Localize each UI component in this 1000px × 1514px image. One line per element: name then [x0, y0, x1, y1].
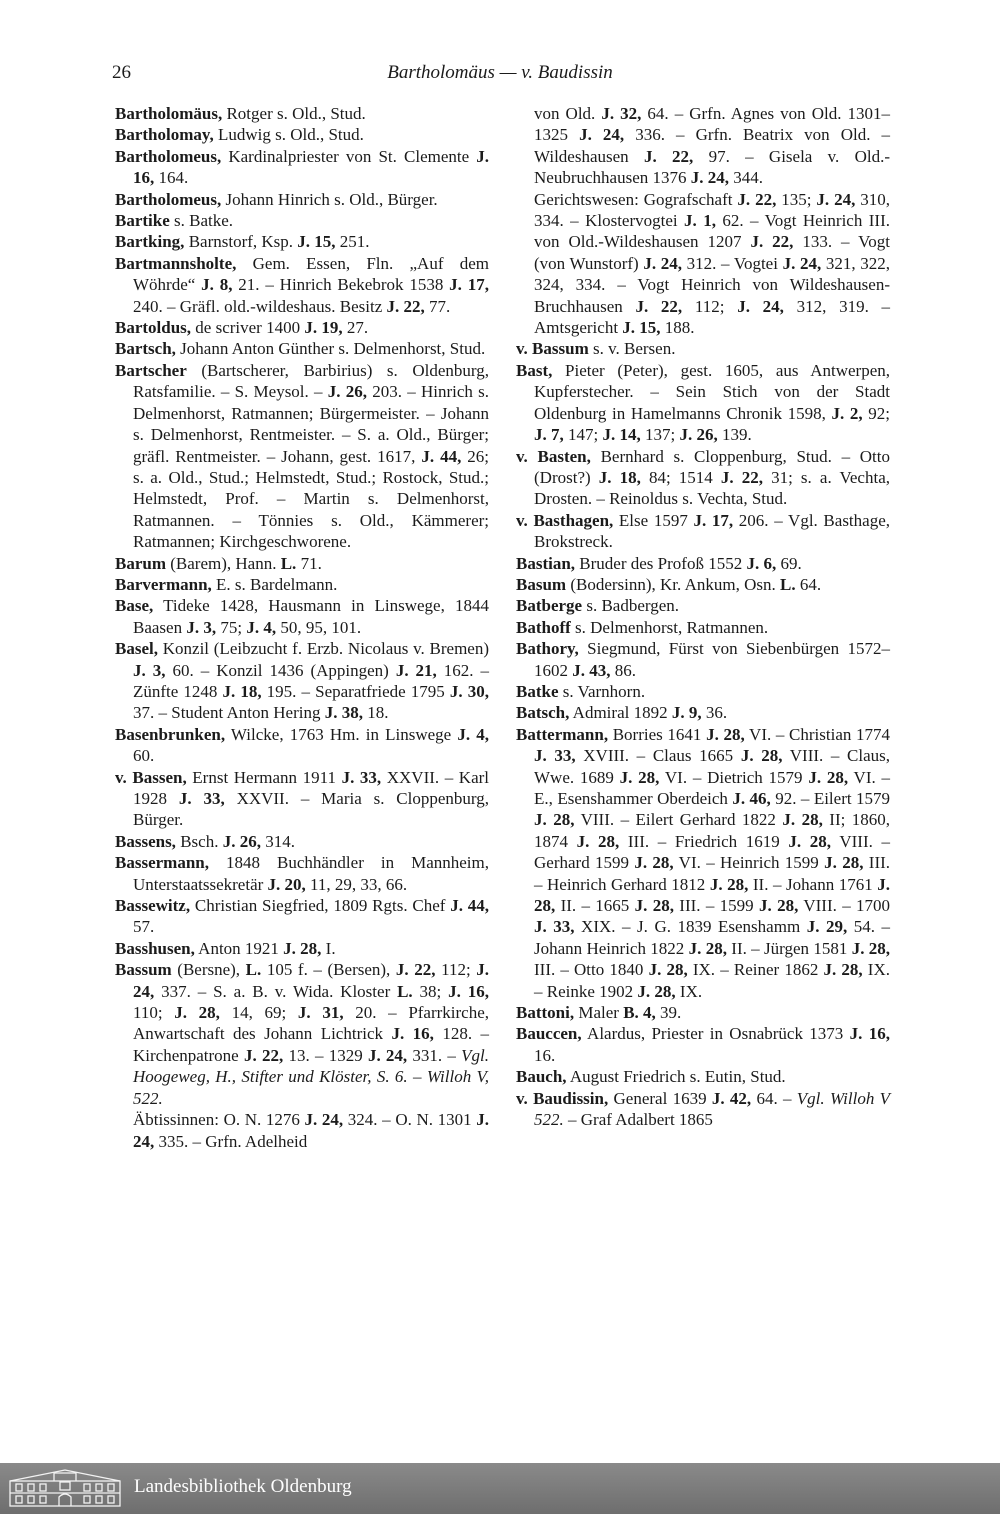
index-entry: Bast, Pieter (Peter), gest. 1605, aus Antwerpen, Kupferstecher. – Sein Stich von der Stadt Oldenburg in Hamelmanns Chronik 1598, J. 2, 92; J. 7, 147; J. 14, 137; J. 26, 139. [516, 360, 891, 445]
index-entry: Base, Tideke 1428, Hausmann in Linswege, 1844 Baasen J. 3, 75; J. 4, 50, 95, 101. [115, 596, 489, 637]
index-entry: Bathoff s. Delmenhorst, Ratmannen. [516, 617, 769, 637]
right-column [516, 103, 890, 1131]
index-entry: Bartoldus, de scriver 1400 J. 19, 27. [115, 318, 369, 338]
index-entry: Battermann, Borries 1641 J. 28, VI. – Christian 1774 J. 33, XVIII. – Claus 1665 J. 28, VIII. – Claus, Wwe. 1689 J. 28, VI. – Dietrich 1579 J. 28, VI. – E., Esenshammer Oberdeich J. 46, 92. – Eilert 1579 J. 28, VIII. – Eilert Gerhard 1822 J. 28, II; 1860, 1874 J. 28, III. – Friedrich 1619 J. 28, VIII. – Gerhard 1599 J. 28, VI. – Heinrich 1599 J. 28, III. – Heinrich Gerhard 1812 J. 28, II. – Johann 1761 J. 28, II. – 1665 J. 28, III. – 1599 J. 28, VIII. – 1700 J. 33, XIX. – J. G. 1839 Esenshamm J. 29, 54. – Johann Heinrich 1822 J. 28, II. – Jürgen 1581 J. 28, III. – Otto 1840 J. 28, IX. – Reiner 1862 J. 28, IX. – Reinke 1902 J. 28, IX. [516, 724, 891, 1001]
index-entry: Bartscher (Bartscherer, Barbirius) s. Oldenburg, Ratsfamilie. – S. Meysol. – J. 26, 203. – Hinrich s. Delmenhorst, Ratmannen; Bürgermeister. – Johann s. Delmenhorst, Rentmeister. – S. a. Old., Bürger; gräfl. Rentmeister. – Johann, gest. 1617, J. 44, 26; s. a. Old., Stud.; Helmstedt, Stud.; Rostock, Stud.; Helmstedt, Prof. – Martin s. Delmenhorst, Ratmannen. – Tönnies s. Old., Kämmerer; Ratmannen; Kirchgeschworene. [115, 360, 490, 552]
library-building-logo-icon [6, 1467, 124, 1509]
index-entry: Bassermann, 1848 Buchhändler in Mannheim, Unterstaatssekretär J. 20, 11, 29, 33, 66. [115, 853, 489, 894]
index-entry: Bassum (Bersne), L. 105 f. – (Bersen), J. 22, 112; J. 24, 337. – S. a. B. v. Wida. Kloster L. 38; J. 16, 110; J. 28, 14, 69; J. 31, 20. – Pfarrkirche, Anwartschaft des Johann Lichtrick J. 16, 128. – Kirchenpatrone J. 22, 13. – 1329 J. 24, 331. – Vgl. Hoogeweg, H., Stifter und Klöster, S. 6. – Willoh V, 522. [115, 960, 490, 1108]
index-entry: v. Basten, Bernhard s. Cloppenburg, Stud. – Otto (Drost?) J. 18, 84; 1514 J. 22, 31; s. a. Vechta, Drosten. – Reinoldus s. Vechta, Stud. [516, 446, 890, 509]
index-entry: Batberge s. Badbergen. [516, 596, 680, 616]
index-entry: Bartmannsholte, Gem. Essen, Fln. „Auf dem Wöhrde“ J. 8, 21. – Hinrich Bekebrok 1538 J. 17, 240. – Gräfl. old.-wildeshaus. Besitz J. 22, 77. [115, 253, 489, 316]
index-entry: Bassewitz, Christian Siegfried, 1809 Rgts. Chef J. 44, 57. [115, 896, 489, 937]
index-subentry: Gerichtswesen: Gografschaft J. 22, 135; J. 24, 310, 334. – Klostervogtei J. 1, 62. – Vogt Heinrich III. von Old.-Wildeshausen 1207 J. 22, 133. – Vogt (von Wunstorf) J. 24, 312. – Vogtei J. 24, 321, 322, 324, 334. – Vogt Heinrich von Wildeshausen-Bruchhausen J. 22, 112; J. 24, 312, 319. – Amtsgericht J. 15, 188. [534, 189, 891, 338]
index-entry: Basenbrunken, Wilcke, 1763 Hm. in Linswege J. 4, 60. [115, 724, 490, 766]
index-entry: Battoni, Maler B. 4, 39. [516, 1003, 682, 1023]
index-entry: Bartsch, Johann Anton Günther s. Delmenhorst, Stud. [115, 339, 486, 359]
index-entry: Bastian, Bruder des Profoß 1552 J. 6, 69. [516, 553, 802, 573]
index-entry: Barvermann, E. s. Bardelmann. [115, 574, 338, 594]
index-entry: Bartholomäus, Rotger s. Old., Stud. [115, 104, 366, 123]
index-entry-continuation: von Old. J. 32, 64. – Grfn. Agnes von Old. 1301–1325 J. 24, 336. – Grfn. Beatrix von Old. – Wildeshausen J. 22, 97. – Gisela v. Old.-Neubruchhausen 1376 J. 24, 344. [534, 104, 891, 188]
index-subentry: Äbtissinnen: O. N. 1276 J. 24, 324. – O. N. 1301 J. 24, 335. – Grfn. Adelheid [133, 1110, 490, 1151]
index-entry: Basshusen, Anton 1921 J. 28, I. [115, 938, 336, 958]
index-entry: Bartholomay, Ludwig s. Old., Stud. [115, 125, 364, 145]
index-entry: Bathory, Siegmund, Fürst von Siebenbürgen 1572–1602 J. 43, 86. [516, 639, 890, 680]
left-column [115, 103, 489, 1152]
index-entry: Bauccen, Alardus, Priester in Osnabrück 1373 J. 16, 16. [516, 1024, 891, 1065]
index-entry: Bartike s. Batke. [115, 211, 234, 231]
library-footer [0, 1463, 1000, 1514]
index-entry: Bauch, August Friedrich s. Eutin, Stud. [516, 1067, 786, 1087]
index-entry: Basum (Bodersinn), Kr. Ankum, Osn. L. 64. [516, 574, 822, 594]
page-number: 26 [112, 62, 131, 83]
index-entry: v. Bassum s. v. Bersen. [516, 339, 676, 359]
index-entry: v. Baudissin, General 1639 J. 42, 64. – Vgl. Willoh V 522. – Graf Adalbert 1865 [516, 1088, 890, 1130]
index-entry: v. Basthagen, Else 1597 J. 17, 206. – Vgl. Basthage, Brokstreck. [516, 510, 890, 552]
library-name: Landesbibliothek Oldenburg [134, 1476, 352, 1497]
index-entry: Basel, Konzil (Leibzucht f. Erzb. Nicolaus v. Bremen) J. 3, 60. – Konzil 1436 (Appingen) J. 21, 162. – Zünfte 1248 J. 18, 195. – Separatfriede 1795 J. 30, 37. – Student Anton Hering J. 38, 18. [115, 639, 490, 723]
index-entry: Bartholomeus, Kardinalpriester von St. Clemente J. 16, 164. [115, 146, 489, 188]
index-entry: v. Bassen, Ernst Hermann 1911 J. 33, XXVII. – Karl 1928 J. 33, XXVII. – Maria s. Cloppenburg, Bürger. [115, 767, 490, 830]
running-head: Bartholomäus — v. Baudissin [387, 62, 613, 83]
index-entry: Bartholomeus, Johann Hinrich s. Old., Bürger. [115, 189, 438, 209]
index-entry: Batke s. Varnhorn. [516, 681, 646, 701]
index-entry: Batsch, Admiral 1892 J. 9, 36. [516, 703, 728, 723]
index-entry: Barum (Barem), Hann. L. 71. [115, 553, 322, 573]
index-entry: Bartking, Barnstorf, Ksp. J. 15, 251. [115, 232, 370, 252]
index-entry: Bassens, Bsch. J. 26, 314. [115, 831, 295, 851]
